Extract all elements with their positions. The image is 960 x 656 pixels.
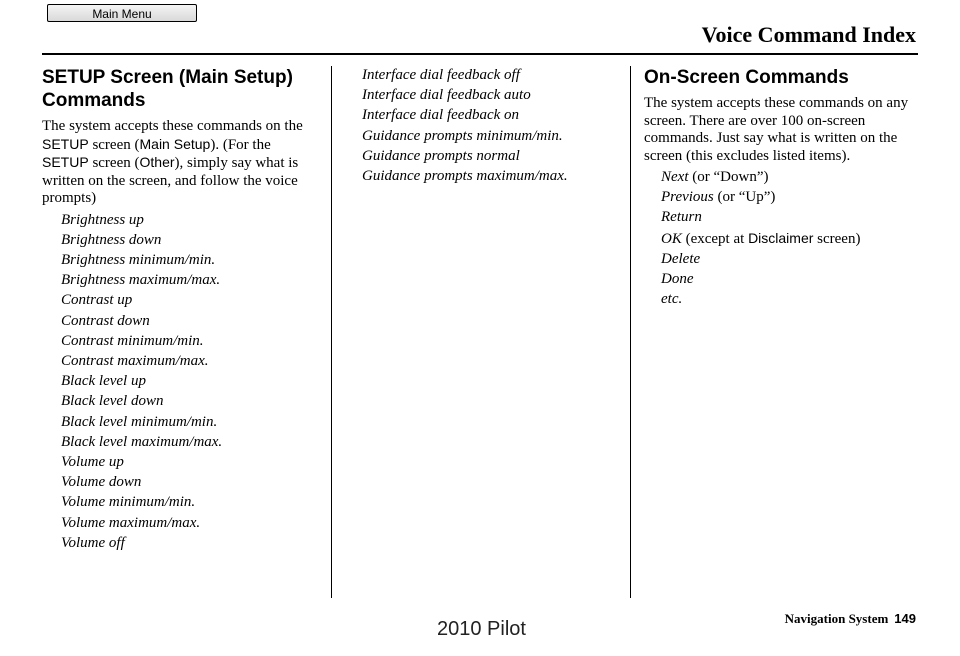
list-item: Volume maximum/max. (61, 514, 201, 531)
list-item: Contrast down (61, 312, 150, 329)
footer-section: Navigation System (784, 611, 889, 626)
list-item: Volume down (61, 474, 142, 491)
list-item: Guidance prompts minimum/min. (362, 127, 563, 144)
list-item: OK (except at Disclaimer screen) (661, 229, 861, 247)
header-rule (42, 53, 918, 55)
column-divider-1 (331, 66, 332, 598)
list-item: Interface dial feedback auto (362, 87, 531, 104)
list-item: Interface dial feedback on (362, 107, 520, 124)
list-item: Contrast minimum/min. (61, 332, 204, 349)
list-item: Black level maximum/max. (61, 433, 223, 450)
list-item: Volume off (61, 534, 125, 551)
list-item: Guidance prompts maximum/max. (362, 168, 568, 185)
list-item: Done (661, 271, 694, 288)
list-item: Contrast maximum/max. (61, 352, 209, 369)
onscreen-column (644, 66, 918, 309)
list-item: Contrast up (61, 292, 133, 309)
list-item: Delete (661, 250, 701, 267)
setup-command-list (42, 210, 320, 553)
footer-page-info (785, 611, 916, 627)
column-divider-2 (630, 66, 631, 598)
list-item: Next (or “Down”) (661, 169, 769, 185)
setup-intro: The system accepts these commands on the SETUP screen (Main Setup). (For the SETUP screen (Other), simply say what is written on the screen, and follow the voice prompts) (42, 118, 303, 206)
onscreen-command-list (644, 167, 918, 309)
setup-column-continued (362, 65, 624, 186)
page-number: 149 (894, 611, 916, 626)
setup-column (42, 66, 320, 553)
list-item: Return (661, 209, 702, 226)
list-item: Brightness up (61, 211, 144, 228)
setup-heading: SETUP Screen (Main Setup) Commands (42, 67, 293, 111)
list-item: Brightness down (61, 231, 162, 248)
list-item: Volume up (61, 453, 124, 470)
onscreen-heading: On-Screen Commands (644, 67, 849, 88)
list-item: Black level minimum/min. (61, 413, 218, 430)
list-item: Volume minimum/min. (61, 494, 196, 511)
setup-command-list-continued (362, 65, 624, 186)
onscreen-intro: The system accepts these commands on any screen. There are over 100 on-screen commands. Just say what is written on the screen (this excludes listed items). (644, 95, 909, 164)
list-item: Black level down (61, 393, 164, 410)
main-menu-button[interactable]: Main Menu (47, 4, 197, 22)
list-item: Previous (or “Up”) (661, 189, 776, 206)
list-item: Guidance prompts normal (362, 147, 520, 164)
list-item: Brightness minimum/min. (61, 251, 216, 268)
list-item: Interface dial feedback off (362, 67, 520, 83)
list-item: etc. (661, 291, 683, 308)
page-title: Voice Command Index (701, 22, 916, 47)
list-item: Black level up (61, 373, 146, 390)
watermark: 2010 Pilot (437, 618, 526, 640)
list-item: Brightness maximum/max. (61, 272, 221, 289)
